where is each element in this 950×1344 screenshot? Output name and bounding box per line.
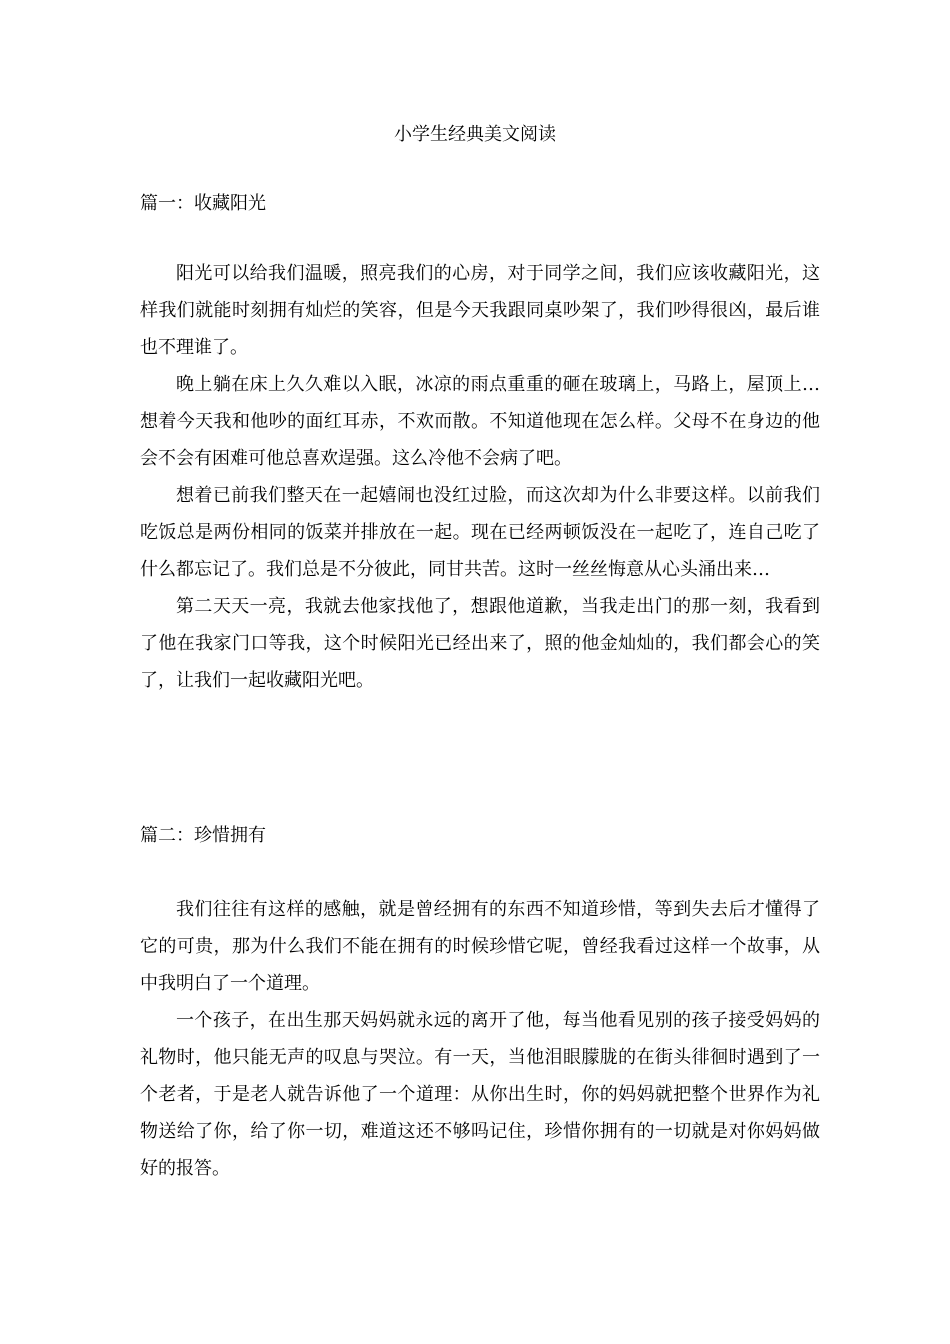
paragraph: 我们往往有这样的感触，就是曾经拥有的东西不知道珍惜，等到失去后才懂得了它的可贵，那为什么我们不能在拥有的时候珍惜它呢，曾经我看过这样一个故事，从中我明白了一个道理。 — [140, 899, 820, 994]
section-body-1 — [140, 255, 820, 699]
section-body-2 — [140, 891, 820, 1187]
paragraph: 晚上躺在床上久久难以入眠，冰凉的雨点重重的砸在玻璃上，马路上，屋顶上…想着今天我和他吵的面红耳赤，不欢而散。不知道他现在怎么样。父母不在身边的他会不会有困难可他总喜欢逞强。这么冷他不会病了吧。 — [140, 374, 820, 469]
paragraph: 阳光可以给我们温暖，照亮我们的心房，对于同学之间，我们应该收藏阳光，这样我们就能时刻拥有灿烂的笑容，但是今天我跟同桌吵架了，我们吵得很凶，最后谁也不理谁了。 — [140, 263, 820, 358]
paragraph: 想着已前我们整天在一起嬉闹也没红过脸，而这次却为什么非要这样。以前我们吃饭总是两份相同的饭菜并排放在一起。现在已经两顿饭没在一起吃了，连自己吃了什么都忘记了。我们总是不分彼此，同甘共苦。这时一丝丝悔意从心头涌出来… — [140, 485, 820, 580]
paragraph: 第二天天一亮，我就去他家找他了，想跟他道歉，当我走出门的那一刻，我看到了他在我家门口等我，这个时候阳光已经出来了，照的他金灿灿的，我们都会心的笑了，让我们一起收藏阳光吧。 — [140, 596, 820, 691]
section-heading-2: 篇二：珍惜拥有 — [140, 825, 266, 846]
section-heading-1: 篇一：收藏阳光 — [140, 193, 266, 214]
paragraph: 一个孩子，在出生那天妈妈就永远的离开了他，每当他看见别的孩子接受妈妈的礼物时，他只能无声的叹息与哭泣。有一天，当他泪眼朦胧的在街头徘徊时遇到了一个老者，于是老人就告诉他了一个道理：从你出生时，你的妈妈就把整个世界作为礼物送给了你，给了你一切，难道这还不够吗记住，珍惜你拥有的一切就是对你妈妈做好的报答。 — [140, 1010, 820, 1179]
page-title: 小学生经典美文阅读 — [394, 124, 556, 145]
